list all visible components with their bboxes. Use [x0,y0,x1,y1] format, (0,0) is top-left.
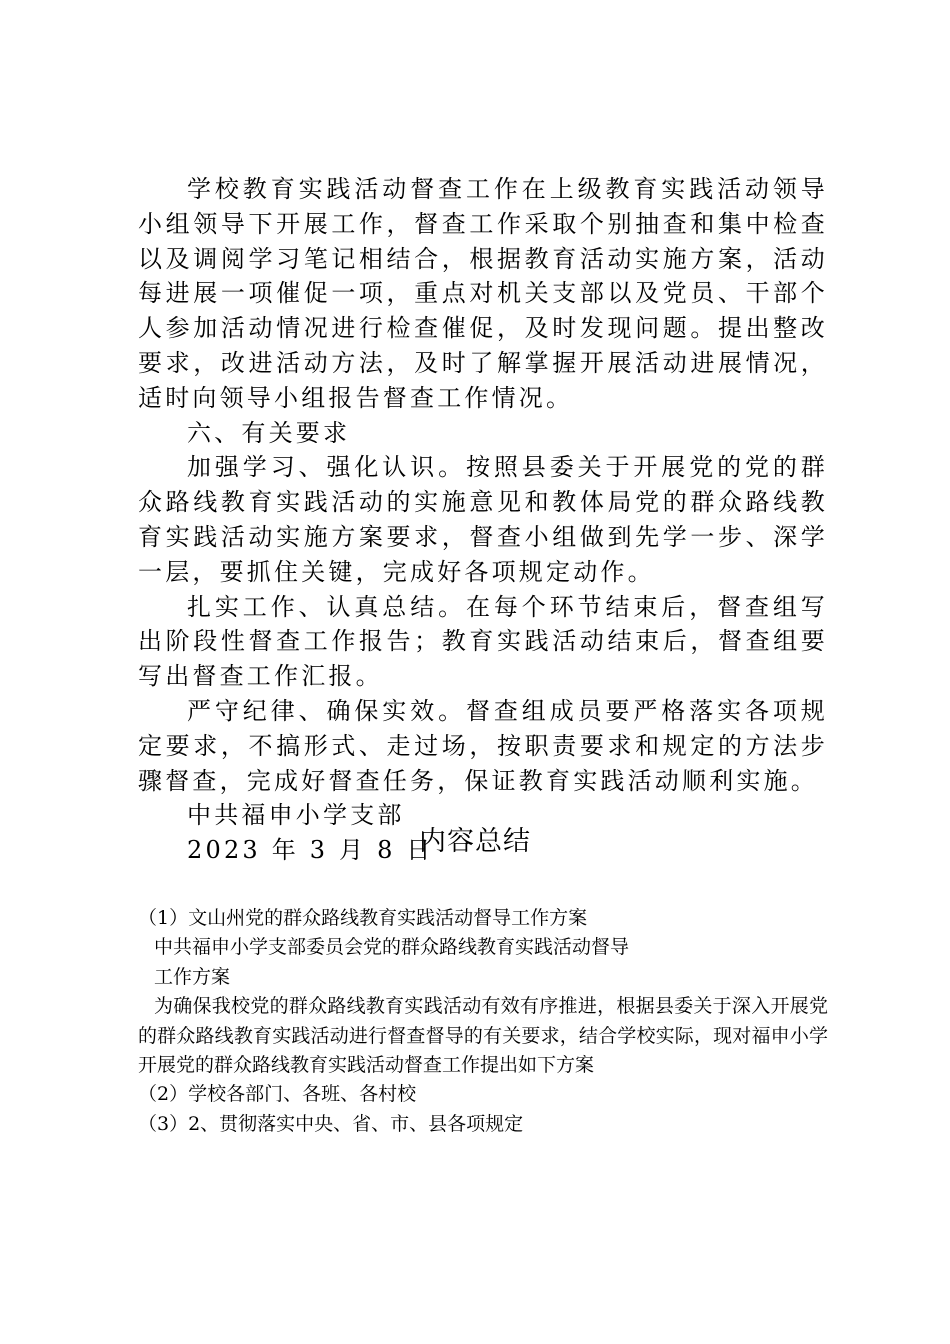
document-body [138,172,828,868]
requirement-study-paragraph: 加强学习、强化认识。按照县委关于开展党的党的群众路线教育实践活动的实施意见和教体局党的群众路线教育实践活动实施方案要求，督查小组做到先学一步、深学一层，要抓住关键，完成好各项规定动作。 [138,453,828,586]
summary-organization-line: 中共福申小学支部委员会党的群众路线教育实践活动督导 [154,936,630,959]
summary-item-3: （3）2、贯彻落实中央、省、市、县各项规定 [138,1112,524,1135]
summary-section [138,904,828,1139]
section-heading-requirements: 六、有关要求 [187,418,351,447]
summary-plan-line: 工作方案 [154,965,231,988]
summary-item-1: （1）文山州党的群众路线教育实践活动督导工作方案 [138,907,588,929]
signature-date: 2023 年 3 月 8 日 [187,836,434,865]
requirement-work-paragraph: 扎实工作、认真总结。在每个环节结束后，督查组写出阶段性督查工作报告；教育实践活动结束后，督查组要写出督查工作汇报。 [138,592,828,691]
summary-title: 内容总结 [419,826,531,857]
summary-item-2: （2）学校各部门、各班、各村校 [138,1083,417,1106]
summary-paragraph: 为确保我校党的群众路线教育实践活动有效有序推进，根据县委关于深入开展党的群众路线教育实践活动进行督查督导的有关要求，结合学校实际，现对福申小学开展党的群众路线教育实践活动督查工作提出如下方案 [138,995,828,1077]
signature-organization: 中共福申小学支部 [187,801,405,830]
requirement-discipline-paragraph: 严守纪律、确保实效。督查组成员要严格落实各项规定要求，不搞形式、走过场，按职责要求和规定的方法步骤督查，完成好督查任务，保证教育实践活动顺利实施。 [138,696,828,795]
supervision-paragraph: 学校教育实践活动督查工作在上级教育实践活动领导小组领导下开展工作，督查工作采取个别抽查和集中检查以及调阅学习笔记相结合，根据教育活动实施方案，活动每进展一项催促一项，重点对机关支部以及党员、干部个人参加活动情况进行检查催促，及时发现问题。提出整改要求，改进活动方法，及时了解掌握开展活动进展情况，适时向领导小组报告督查工作情况。 [138,175,828,412]
